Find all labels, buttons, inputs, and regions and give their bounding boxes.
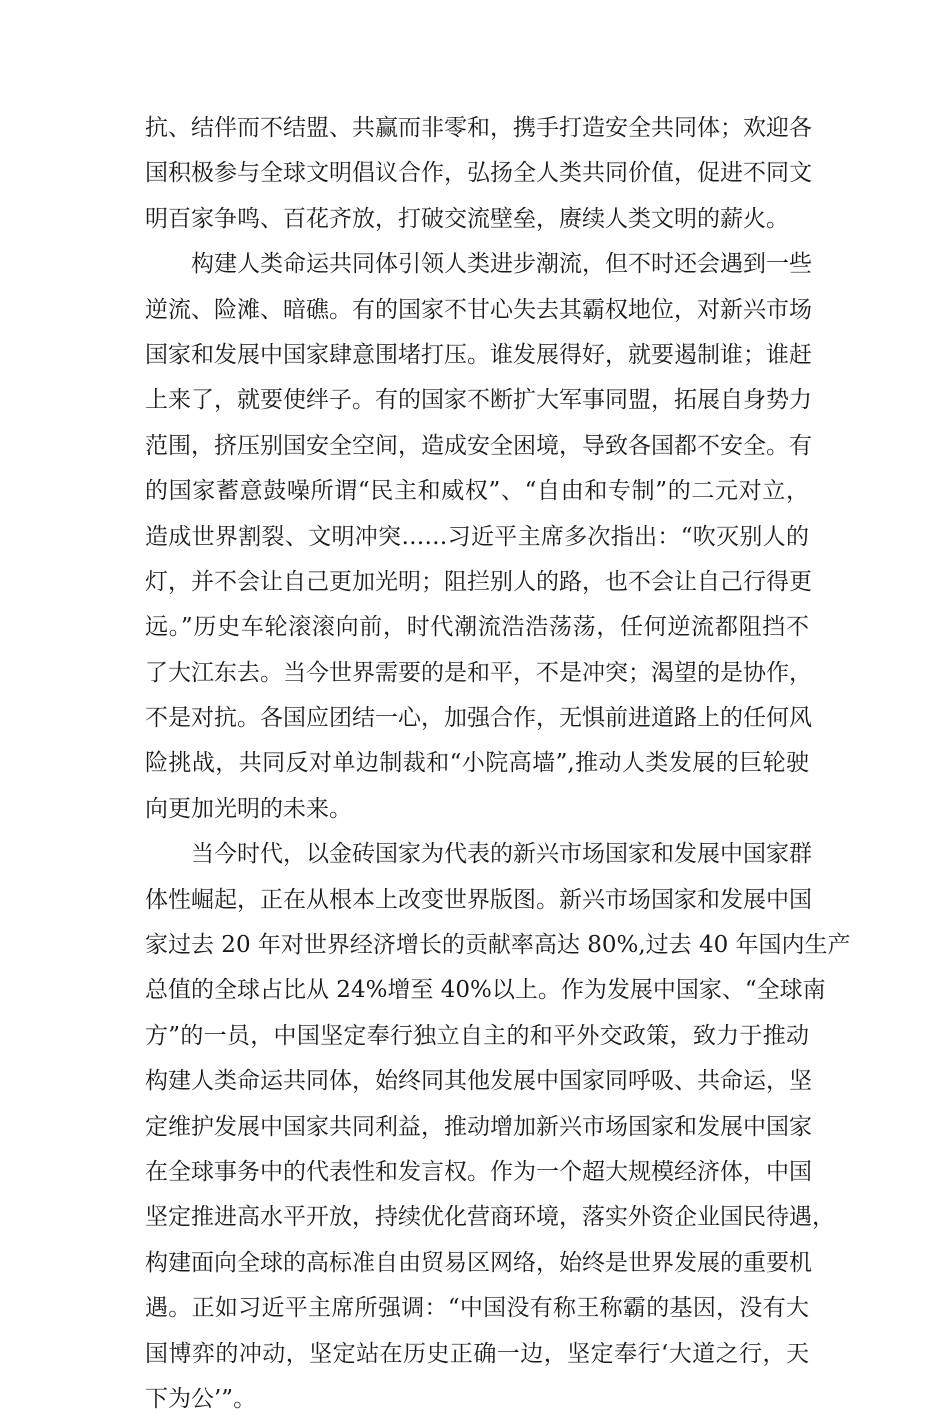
paragraph-2 [145,242,812,832]
text-line: 国积极参与全球文明倡议合作，弘扬全人类共同价值，促进不同文 [145,160,812,187]
text-line: 家过去 20 年对世界经济增长的贡献率高达 80%,过去 40 年国内生产 [145,932,851,959]
text-line: 了大江东去。当今世界需要的是和平，不是冲突；渴望的是协作， [145,659,812,686]
text-line: 范围，挤压别国安全空间，造成安全困境，导致各国都不安全。有 [145,432,812,459]
text-line: 遇。正如习近平主席所强调：“中国没有称王称霸的基因，没有大 [145,1295,809,1322]
text-line: 远。”历史车轮滚滚向前，时代潮流浩浩荡荡，任何逆流都阻挡不 [145,614,809,641]
text-line: 国家和发展中国家肆意围堵打压。谁发展得好，就要遏制谁；谁赶 [145,341,812,368]
text-line: 逆流、险滩、暗礁。有的国家不甘心失去其霸权地位，对新兴市场 [145,296,812,323]
text-line: 不是对抗。各国应团结一心，加强合作，无惧前进道路上的任何风 [145,705,812,732]
text-line: 抗、结伴而不结盟、共赢而非零和，携手打造安全共同体；欢迎各 [145,115,812,141]
paragraph-1 [145,106,812,242]
paragraph-3 [145,832,851,1422]
text-line: 向更加光明的未来。 [145,795,352,822]
text-line: 灯，并不会让自己更加光明；阻拦别人的路，也不会让自己行得更 [145,568,812,595]
text-line: 的国家蓄意鼓噪所谓“民主和威权”、“自由和专制”的二元对立， [145,478,809,505]
document-body [145,106,851,1422]
text-line: 造成世界割裂、文明冲突……习近平主席多次指出：“吹灭别人的 [145,523,809,550]
text-line: 构建人类命运共同体，始终同其他发展中国家同呼吸、共命运，坚 [145,1068,812,1095]
text-line: 险挑战，共同反对单边制裁和“小院高墙”,推动人类发展的巨轮驶 [145,750,809,777]
text-line: 上来了，就要使绊子。有的国家不断扩大军事同盟，拓展自身势力 [145,387,812,414]
text-line: 下为公’”。 [145,1385,257,1412]
text-line: 定维护发展中国家共同利益，推动增加新兴市场国家和发展中国家 [145,1113,812,1140]
text-line: 方”的一员，中国坚定奉行独立自主的和平外交政策，致力于推动 [145,1022,809,1049]
text-line: 坚定推进高水平开放，持续优化营商环境，落实外资企业国民待遇， [145,1204,835,1231]
text-line: 体性崛起，正在从根本上改变世界版图。新兴市场国家和发展中国 [145,886,812,913]
text-line: 当今时代，以金砖国家为代表的新兴市场国家和发展中国家群 [191,841,812,868]
text-line: 总值的全球占比从 24%增至 40%以上。作为发展中国家、“全球南 [145,977,826,1004]
text-line: 构建人类命运共同体引领人类进步潮流，但不时还会遇到一些 [191,251,812,278]
text-line: 明百家争鸣、百花齐放，打破交流壁垒，赓续人类文明的薪火。 [145,205,789,232]
text-line: 构建面向全球的高标准自由贸易区网络，始终是世界发展的重要机 [145,1249,812,1276]
text-line: 在全球事务中的代表性和发言权。作为一个超大规模经济体，中国 [145,1158,812,1185]
text-line: 国博弈的冲动，坚定站在历史正确一边，坚定奉行‘大道之行，天 [145,1340,809,1367]
